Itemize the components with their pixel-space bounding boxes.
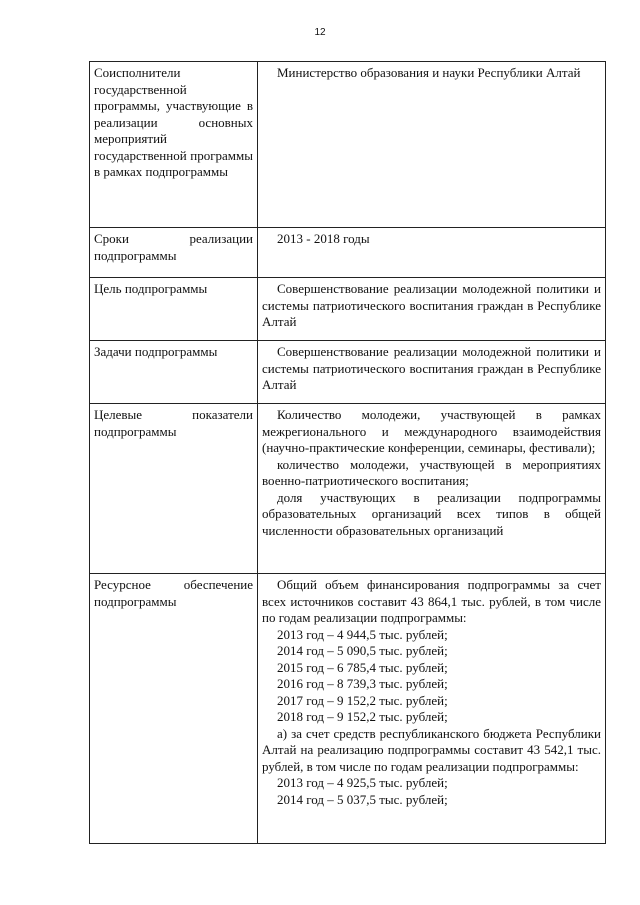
row-label-coexecutors: Соисполнители государственной программы, участвующие в реализации основных мероприятий государственной программы в рамках подпрограммы [90,62,258,228]
funding-year-line: 2015 год – 6 785,4 тыс. рублей; [277,659,448,675]
resources-sub-intro: а) за счет средств республиканского бюджета Республики Алтай на реализацию подпрограммы составит 43 542,1 тыс. рублей, в том числе по годам реализации подпрограммы: [262,725,601,774]
table-row [90,341,606,404]
indicator-item: доля участвующих в реализации подпрограммы образовательных организаций всех типов в общей численности образовательных организаций [262,489,601,538]
indicator-item: Количество молодежи, участвующей в рамках межрегионального и международного взаимодействия (научно-практические конференции, семинары, фестивали); [262,407,601,455]
row-value-resources [258,574,606,844]
tasks-text: Совершенствование реализации молодежной политики и системы патриотического воспитания граждан в Республике Алтай [262,344,601,392]
row-label-resources: Ресурсное обеспечение подпрограммы [90,574,258,844]
resources-intro: Общий объем финансирования подпрограммы за счет всех источников составит 43 864,1 тыс. рублей, в том числе по годам реализации подпрограммы: [262,577,601,625]
table-row [90,404,606,574]
page-number: 12 [314,27,326,38]
table-row [90,228,606,278]
funding-year-line: 2017 год – 9 152,2 тыс. рублей; [277,692,448,708]
table-row [90,574,606,844]
table-row [90,278,606,341]
goal-text: Совершенствование реализации молодежной политики и системы патриотического воспитания граждан в Республике Алтай [262,281,601,329]
row-value-coexecutors [258,62,606,228]
row-value-tasks [258,341,606,404]
funding-year-line: 2016 год – 8 739,3 тыс. рублей; [277,676,448,691]
terms-text: 2013 - 2018 годы [277,231,370,246]
funding-year-line: 2013 год – 4 944,5 тыс. рублей; [277,626,448,642]
row-value-terms [258,228,606,278]
budget-year-line: 2013 год – 4 925,5 тыс. рублей; [277,775,448,790]
funding-year-line: 2018 год – 9 152,2 тыс. рублей; [277,709,448,724]
indicator-item: количество молодежи, участвующей в мероприятиях военно-патриотического воспитания; [262,456,601,488]
row-label-goal: Цель подпрограммы [90,278,258,341]
table-row [90,62,606,228]
row-value-goal [258,278,606,341]
row-label-indicators: Целевые показатели подпрограммы [90,404,258,574]
row-label-terms: Сроки реализации подпрограммы [90,228,258,278]
row-value-indicators [258,404,606,574]
coexecutors-text: Министерство образования и науки Республики Алтай [277,65,581,80]
row-label-tasks: Задачи подпрограммы [90,341,258,404]
subprogram-passport-table [89,61,606,844]
funding-year-line: 2014 год – 5 090,5 тыс. рублей; [277,643,448,658]
budget-year-line: 2014 год – 5 037,5 тыс. рублей; [277,791,448,807]
